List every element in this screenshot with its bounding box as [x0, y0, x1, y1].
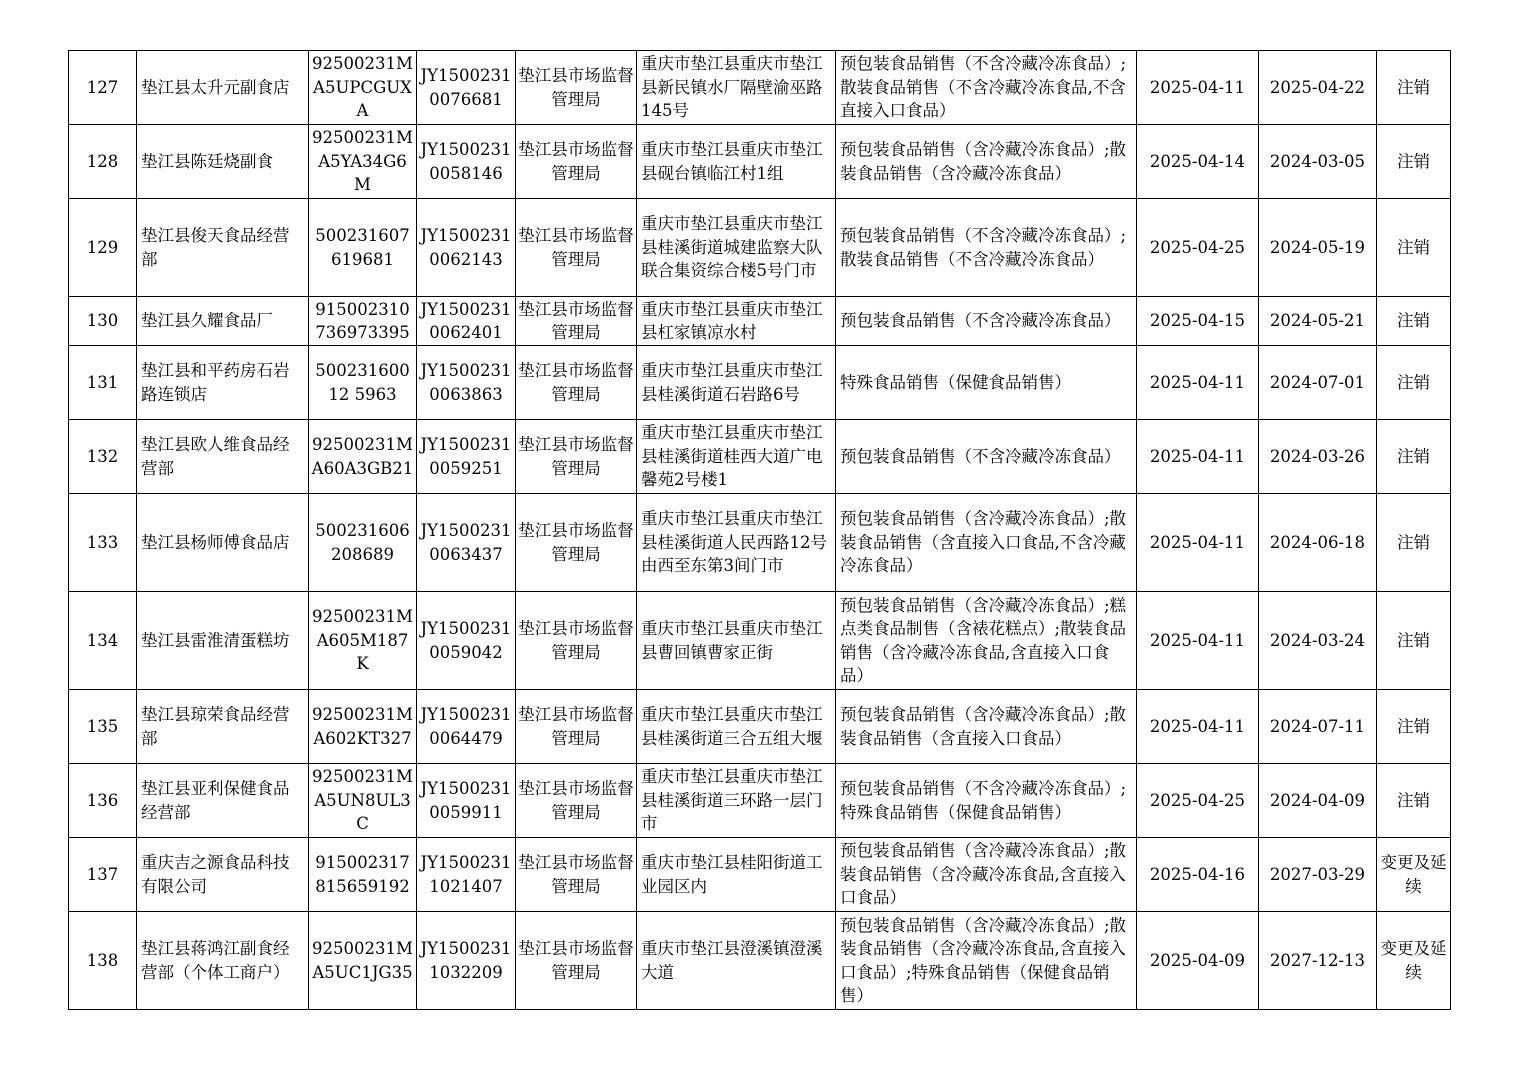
cell-date-1: 2025-04-14 — [1137, 125, 1259, 199]
cell-license-number: JY15002310063863 — [417, 346, 516, 420]
table-row — [69, 592, 1451, 690]
cell-date-1: 2025-04-11 — [1137, 420, 1259, 494]
cell-address: 重庆市垫江县重庆市垫江县桂溪街道三环路一层门市 — [637, 764, 836, 838]
table-row — [69, 297, 1451, 346]
cell-issuing-authority: 垫江县市场监督管理局 — [516, 838, 637, 912]
table-row — [69, 125, 1451, 199]
cell-no: 131 — [69, 346, 137, 420]
cell-status: 注销 — [1377, 346, 1451, 420]
cell-business-scope: 特殊食品销售（保健食品销售） — [836, 346, 1137, 420]
cell-business-name: 垫江县俊天食品经营部 — [137, 199, 309, 297]
cell-issuing-authority: 垫江县市场监督管理局 — [516, 346, 637, 420]
cell-status: 变更及延续 — [1377, 912, 1451, 1010]
cell-license-number: JY15002310058146 — [417, 125, 516, 199]
cell-business-scope: 预包装食品销售（含冷藏冷冻食品）;糕点类食品制售（含裱花糕点）;散装食品销售（含冷藏冷冻食品,含直接入口食品） — [836, 592, 1137, 690]
cell-status: 注销 — [1377, 420, 1451, 494]
cell-business-scope: 预包装食品销售（含冷藏冷冻食品）;散装食品销售（含直接入口食品） — [836, 690, 1137, 764]
cell-date-2: 2024-07-01 — [1259, 346, 1377, 420]
table-row — [69, 420, 1451, 494]
cell-credit-code: 92500231MA5UPCGUXA — [309, 51, 417, 125]
cell-address: 重庆市垫江县重庆市垫江县桂溪街道三合五组大堰 — [637, 690, 836, 764]
cell-date-1: 2025-04-11 — [1137, 346, 1259, 420]
cell-business-name: 垫江县欧人维食品经营部 — [137, 420, 309, 494]
cell-address: 重庆市垫江县桂阳街道工业园区内 — [637, 838, 836, 912]
table-row — [69, 346, 1451, 420]
cell-business-name: 垫江县琼荣食品经营部 — [137, 690, 309, 764]
cell-business-scope: 预包装食品销售（含冷藏冷冻食品）;散装食品销售（含冷藏冷冻食品,含直接入口食品） — [836, 838, 1137, 912]
cell-credit-code: 915002317815659192 — [309, 838, 417, 912]
cell-business-name: 垫江县和平药房石岩路连锁店 — [137, 346, 309, 420]
cell-date-2: 2024-03-24 — [1259, 592, 1377, 690]
cell-issuing-authority: 垫江县市场监督管理局 — [516, 297, 637, 346]
cell-issuing-authority: 垫江县市场监督管理局 — [516, 199, 637, 297]
cell-issuing-authority: 垫江县市场监督管理局 — [516, 125, 637, 199]
table-row — [69, 912, 1451, 1010]
cell-business-name: 垫江县雷淮清蛋糕坊 — [137, 592, 309, 690]
cell-no: 127 — [69, 51, 137, 125]
cell-address: 重庆市垫江县重庆市垫江县杠家镇凉水村 — [637, 297, 836, 346]
cell-date-1: 2025-04-25 — [1137, 764, 1259, 838]
cell-no: 138 — [69, 912, 137, 1010]
cell-address: 重庆市垫江县澄溪镇澄溪大道 — [637, 912, 836, 1010]
cell-status: 注销 — [1377, 494, 1451, 592]
cell-issuing-authority: 垫江县市场监督管理局 — [516, 690, 637, 764]
cell-business-name: 垫江县亚利保健食品经营部 — [137, 764, 309, 838]
table-body — [69, 51, 1451, 1010]
table-row — [69, 494, 1451, 592]
license-table — [68, 50, 1451, 1010]
cell-credit-code: 50023160012 5963 — [309, 346, 417, 420]
cell-date-1: 2025-04-09 — [1137, 912, 1259, 1010]
cell-status: 注销 — [1377, 125, 1451, 199]
cell-date-2: 2024-03-05 — [1259, 125, 1377, 199]
table-row — [69, 199, 1451, 297]
cell-issuing-authority: 垫江县市场监督管理局 — [516, 764, 637, 838]
cell-license-number: JY15002310062401 — [417, 297, 516, 346]
cell-business-scope: 预包装食品销售（不含冷藏冷冻食品）;散装食品销售（不含冷藏冷冻食品,不含直接入口食品） — [836, 51, 1137, 125]
cell-no: 136 — [69, 764, 137, 838]
cell-issuing-authority: 垫江县市场监督管理局 — [516, 494, 637, 592]
cell-date-2: 2025-04-22 — [1259, 51, 1377, 125]
cell-no: 135 — [69, 690, 137, 764]
cell-date-2: 2027-03-29 — [1259, 838, 1377, 912]
cell-status: 注销 — [1377, 764, 1451, 838]
cell-credit-code: 92500231MA60A3GB21 — [309, 420, 417, 494]
cell-issuing-authority: 垫江县市场监督管理局 — [516, 51, 637, 125]
cell-date-1: 2025-04-11 — [1137, 592, 1259, 690]
cell-issuing-authority: 垫江县市场监督管理局 — [516, 420, 637, 494]
cell-license-number: JY15002310076681 — [417, 51, 516, 125]
cell-date-1: 2025-04-11 — [1137, 690, 1259, 764]
cell-business-name: 垫江县陈廷烧副食 — [137, 125, 309, 199]
cell-status: 注销 — [1377, 51, 1451, 125]
cell-no: 134 — [69, 592, 137, 690]
cell-address: 重庆市垫江县重庆市垫江县砚台镇临江村1组 — [637, 125, 836, 199]
cell-date-2: 2024-06-18 — [1259, 494, 1377, 592]
cell-status: 注销 — [1377, 592, 1451, 690]
cell-issuing-authority: 垫江县市场监督管理局 — [516, 592, 637, 690]
cell-business-scope: 预包装食品销售（不含冷藏冷冻食品）;特殊食品销售（保健食品销售） — [836, 764, 1137, 838]
cell-business-scope: 预包装食品销售（不含冷藏冷冻食品） — [836, 420, 1137, 494]
cell-status: 注销 — [1377, 199, 1451, 297]
cell-address: 重庆市垫江县重庆市垫江县桂溪街道桂西大道广电馨苑2号楼1 — [637, 420, 836, 494]
cell-date-1: 2025-04-11 — [1137, 494, 1259, 592]
cell-issuing-authority: 垫江县市场监督管理局 — [516, 912, 637, 1010]
cell-date-1: 2025-04-15 — [1137, 297, 1259, 346]
cell-license-number: JY15002310059042 — [417, 592, 516, 690]
cell-date-2: 2027-12-13 — [1259, 912, 1377, 1010]
cell-credit-code: 500231607619681 — [309, 199, 417, 297]
cell-business-scope: 预包装食品销售（含冷藏冷冻食品）;散装食品销售（含冷藏冷冻食品,含直接入口食品）;特殊食品销售（保健食品销售） — [836, 912, 1137, 1010]
cell-credit-code: 92500231MA5UN8UL3C — [309, 764, 417, 838]
cell-license-number: JY15002311032209 — [417, 912, 516, 1010]
table-row — [69, 764, 1451, 838]
cell-no: 129 — [69, 199, 137, 297]
cell-address: 重庆市垫江县重庆市垫江县新民镇水厂隔壁渝巫路145号 — [637, 51, 836, 125]
cell-business-scope: 预包装食品销售（含冷藏冷冻食品）;散装食品销售（含直接入口食品,不含冷藏冷冻食品） — [836, 494, 1137, 592]
cell-status: 注销 — [1377, 297, 1451, 346]
cell-no: 130 — [69, 297, 137, 346]
cell-date-2: 2024-05-19 — [1259, 199, 1377, 297]
cell-license-number: JY15002310062143 — [417, 199, 516, 297]
cell-business-name: 垫江县太升元副食店 — [137, 51, 309, 125]
cell-business-name: 垫江县久耀食品厂 — [137, 297, 309, 346]
table-row — [69, 838, 1451, 912]
cell-date-1: 2025-04-11 — [1137, 51, 1259, 125]
cell-credit-code: 92500231MA605M187K — [309, 592, 417, 690]
cell-credit-code: 915002310736973395 — [309, 297, 417, 346]
cell-address: 重庆市垫江县重庆市垫江县曹回镇曹家正街 — [637, 592, 836, 690]
cell-status: 变更及延续 — [1377, 838, 1451, 912]
cell-date-2: 2024-05-21 — [1259, 297, 1377, 346]
cell-credit-code: 92500231MA5UC1JG35 — [309, 912, 417, 1010]
cell-address: 重庆市垫江县重庆市垫江县桂溪街道城建监察大队联合集资综合楼5号门市 — [637, 199, 836, 297]
cell-license-number: JY15002310063437 — [417, 494, 516, 592]
cell-business-name: 垫江县杨师傅食品店 — [137, 494, 309, 592]
cell-business-scope: 预包装食品销售（含冷藏冷冻食品）;散装食品销售（含冷藏冷冻食品） — [836, 125, 1137, 199]
cell-address: 重庆市垫江县重庆市垫江县桂溪街道人民西路12号由西至东第3间门市 — [637, 494, 836, 592]
cell-address: 重庆市垫江县重庆市垫江县桂溪街道石岩路6号 — [637, 346, 836, 420]
cell-date-1: 2025-04-16 — [1137, 838, 1259, 912]
cell-no: 132 — [69, 420, 137, 494]
cell-status: 注销 — [1377, 690, 1451, 764]
cell-no: 137 — [69, 838, 137, 912]
table-row — [69, 690, 1451, 764]
cell-license-number: JY15002311021407 — [417, 838, 516, 912]
cell-no: 133 — [69, 494, 137, 592]
cell-date-2: 2024-04-09 — [1259, 764, 1377, 838]
cell-date-1: 2025-04-25 — [1137, 199, 1259, 297]
cell-business-name: 垫江县蒋鸿江副食经营部（个体工商户） — [137, 912, 309, 1010]
cell-license-number: JY15002310059911 — [417, 764, 516, 838]
cell-license-number: JY15002310059251 — [417, 420, 516, 494]
table-row — [69, 51, 1451, 125]
cell-no: 128 — [69, 125, 137, 199]
cell-credit-code: 500231606208689 — [309, 494, 417, 592]
cell-date-2: 2024-07-11 — [1259, 690, 1377, 764]
cell-date-2: 2024-03-26 — [1259, 420, 1377, 494]
cell-credit-code: 92500231MA5YA34G6M — [309, 125, 417, 199]
cell-business-scope: 预包装食品销售（不含冷藏冷冻食品） — [836, 297, 1137, 346]
cell-business-name: 重庆吉之源食品科技有限公司 — [137, 838, 309, 912]
cell-business-scope: 预包装食品销售（不含冷藏冷冻食品）;散装食品销售（不含冷藏冷冻食品） — [836, 199, 1137, 297]
cell-license-number: JY15002310064479 — [417, 690, 516, 764]
cell-credit-code: 92500231MA602KT327 — [309, 690, 417, 764]
